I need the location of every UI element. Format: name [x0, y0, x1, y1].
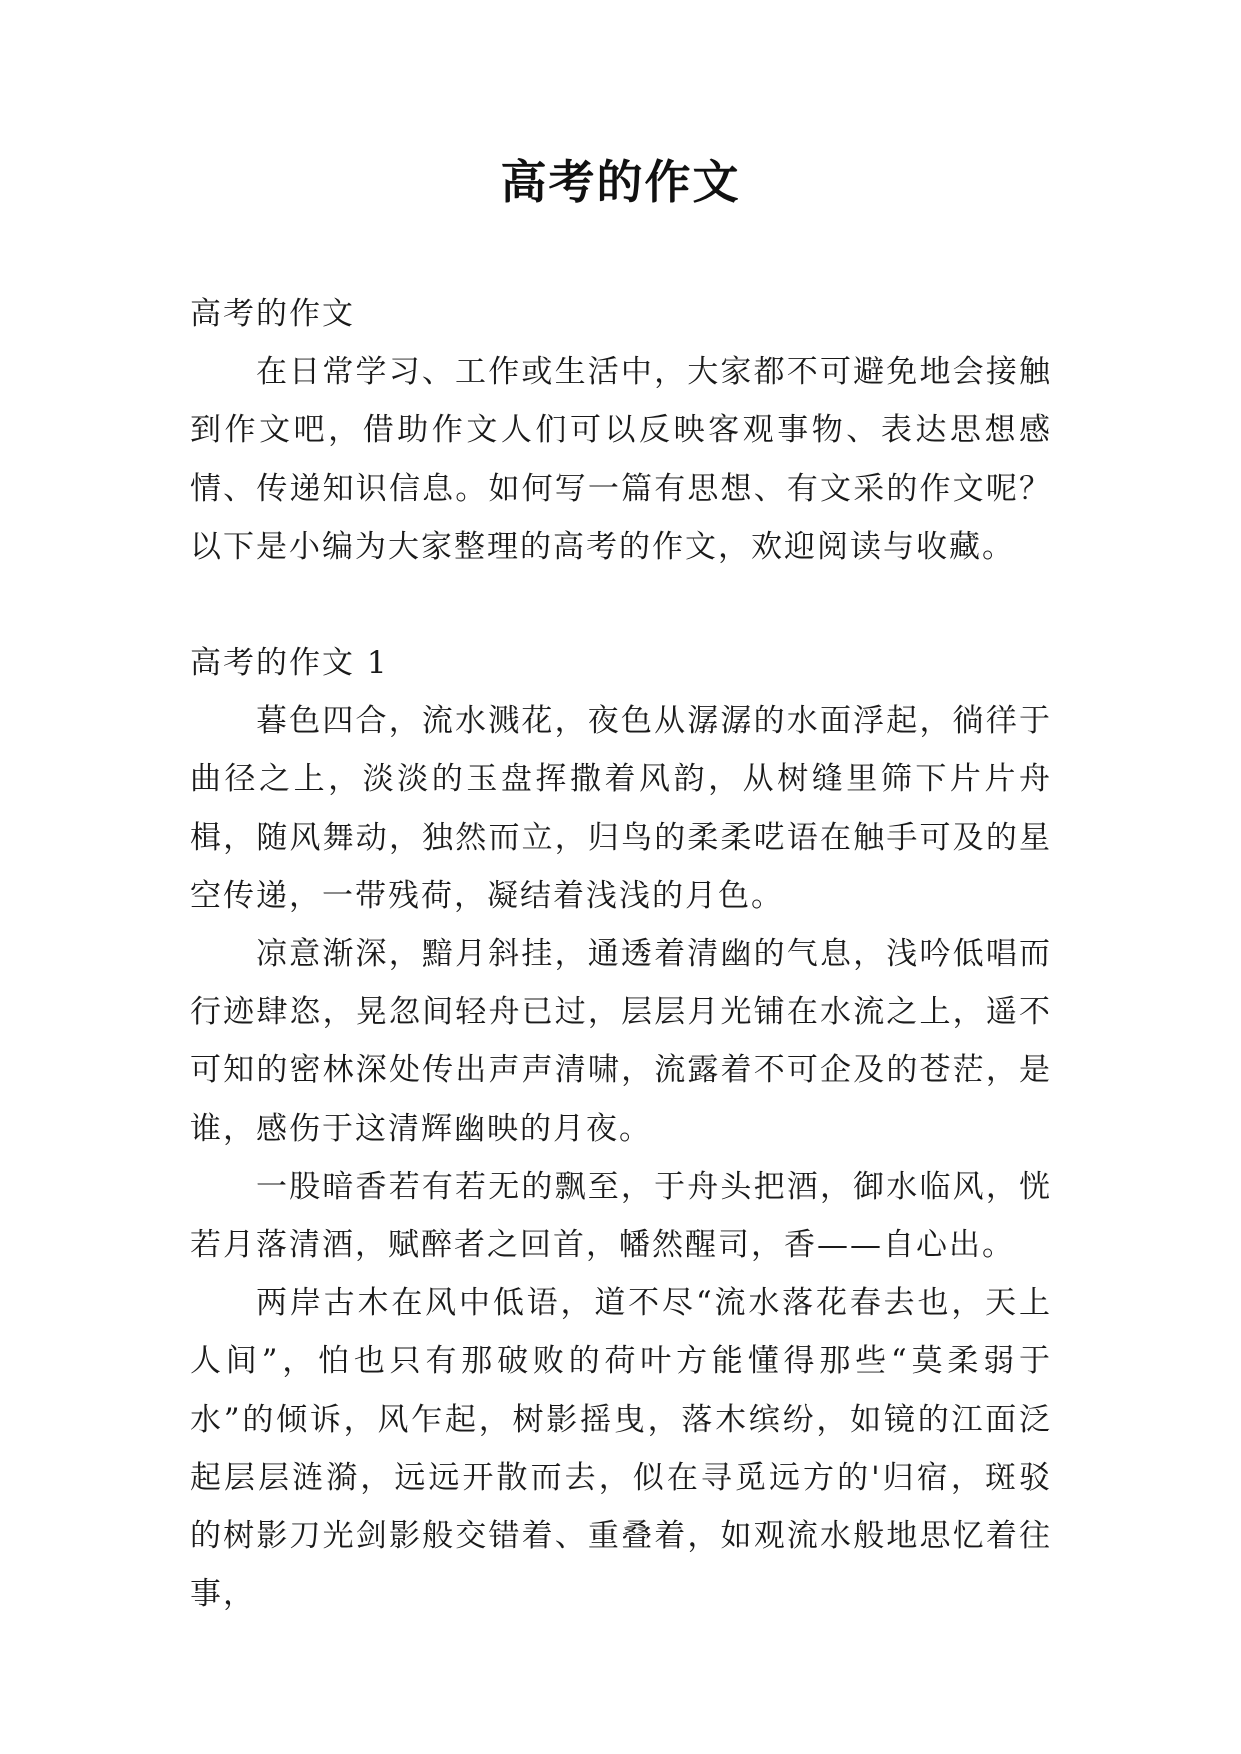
section-1-paragraph-2: 凉意渐深，黯月斜挂，通透着清幽的气息，浅吟低唱而行迹肆恣，晃忽间轻舟已过，层层月光铺在水流之上，遥不可知的密林深处传出声声清啸，流露着不可企及的苍茫，是谁，感伤于这清辉幽映的月夜。: [190, 936, 1052, 1147]
section-spacer: [190, 576, 1052, 634]
intro-paragraph: 在日常学习、工作或生活中，大家都不可避免地会接触到作文吧，借助作文人们可以反映客观事物、表达思想感情、传递知识信息。如何写一篇有思想、有文采的作文呢？以下是小编为大家整理的高考的作文，欢迎阅读与收藏。: [190, 354, 1052, 565]
section-1-paragraph-3: 一股暗香若有若无的飘至，于舟头把酒，御水临风，恍若月落清酒，赋醉者之回首，幡然醒司，香——自心出。: [190, 1168, 1052, 1264]
intro-heading: 高考的作文: [190, 296, 355, 332]
document-body: [190, 285, 1052, 1623]
section-1-paragraph-1: 暮色四合，流水溅花，夜色从潺潺的水面浮起，徜徉于曲径之上，淡淡的玉盘挥撒着风韵，从树缝里筛下片片舟楫，随风舞动，独然而立，归鸟的柔柔呓语在触手可及的星空传递，一带残荷，凝结着浅浅的月色。: [190, 703, 1052, 914]
section-1-heading: 高考的作文 1: [190, 645, 389, 682]
document-title: 高考的作文: [500, 155, 741, 209]
section-1-paragraph-4: 两岸古木在风中低语，道不尽“流水落花春去也，天上人间”，怕也只有那破败的荷叶方能懂得那些“莫柔弱于水”的倾诉，风乍起，树影摇曳，落木缤纷，如镜的江面泛起层层涟漪，远远开散而去，似在寻觅远方的'归宿，斑驳的树影刀光剑影般交错着、重叠着，如观流水般地思忆着往事，: [190, 1285, 1052, 1613]
